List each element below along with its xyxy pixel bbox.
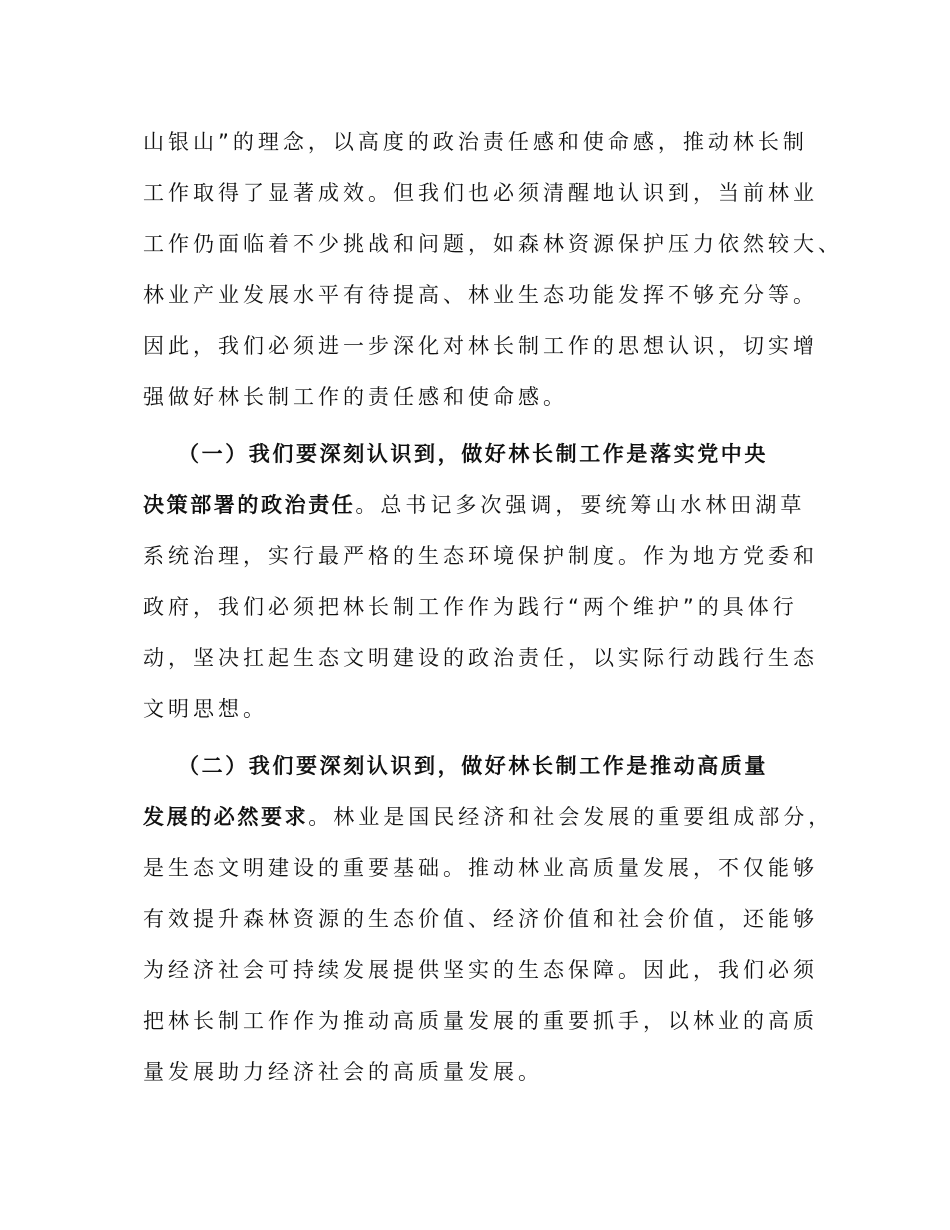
text-line (143, 372, 843, 423)
text-line (143, 843, 843, 894)
text-line (143, 1047, 843, 1098)
body-text: 把林长制工作作为推动高质量发展的重要抓手，以林业的高质 (143, 1009, 818, 1033)
body-text: 有效提升森林资源的生态价值、经济价值和社会价值，还能够 (143, 907, 818, 931)
bold-heading-text: 决策部署的政治责任 (143, 493, 356, 517)
body-text: 强做好林长制工作的责任感和使命感。 (143, 385, 568, 409)
text-line (143, 582, 843, 633)
body-text: 系统治理，实行最严格的生态环境保护制度。作为地方党委和 (143, 544, 818, 568)
bold-heading-text: （二）我们要深刻认识到，做好林长制工作是推动高质量 (178, 754, 768, 778)
text-line (143, 270, 843, 321)
body-text: 。林业是国民经济和社会发展的重要组成部分， (308, 805, 834, 829)
body-text: 。总书记多次强调，要统筹山水林田湖草 (355, 493, 806, 517)
paragraph (143, 117, 843, 423)
text-line (143, 633, 843, 684)
text-line (143, 168, 843, 219)
bold-heading-text: （一）我们要深刻认识到，做好林长制工作是落实党中央 (178, 442, 768, 466)
text-line (143, 792, 843, 843)
text-line (143, 945, 843, 996)
text-line (143, 219, 843, 270)
document-page (143, 117, 843, 1104)
text-line (143, 996, 843, 1047)
text-line (143, 429, 843, 480)
body-text: 政府，我们必须把林长制工作作为践行“两个维护”的具体行 (143, 595, 798, 619)
text-line (143, 741, 843, 792)
body-text: 因此，我们必须进一步深化对林长制工作的思想认识，切实增 (143, 334, 818, 358)
body-text: 山银山”的理念，以高度的政治责任感和使命感，推动林长制 (143, 130, 808, 154)
body-text: 工作取得了显著成效。但我们也必须清醒地认识到，当前林业 (143, 181, 818, 205)
body-text: 量发展助力经济社会的高质量发展。 (143, 1060, 543, 1084)
body-text: 动，坚决扛起生态文明建设的政治责任，以实际行动践行生态 (143, 646, 818, 670)
body-text: 为经济社会可持续发展提供坚实的生态保障。因此，我们必须 (143, 958, 818, 982)
text-line (143, 480, 843, 531)
body-text: 林业产业发展水平有待提高、林业生态功能发挥不够充分等。 (143, 283, 818, 307)
paragraph (143, 741, 843, 1098)
bold-heading-text: 发展的必然要求 (143, 805, 309, 829)
body-text: 工作仍面临着不少挑战和问题，如森林资源保护压力依然较大、 (143, 232, 843, 256)
text-line (143, 894, 843, 945)
text-line (143, 117, 843, 168)
body-text: 是生态文明建设的重要基础。推动林业高质量发展，不仅能够 (143, 856, 818, 880)
text-line (143, 321, 843, 372)
text-line (143, 531, 843, 582)
text-line (143, 684, 843, 735)
body-text: 文明思想。 (143, 697, 268, 721)
paragraph (143, 429, 843, 735)
